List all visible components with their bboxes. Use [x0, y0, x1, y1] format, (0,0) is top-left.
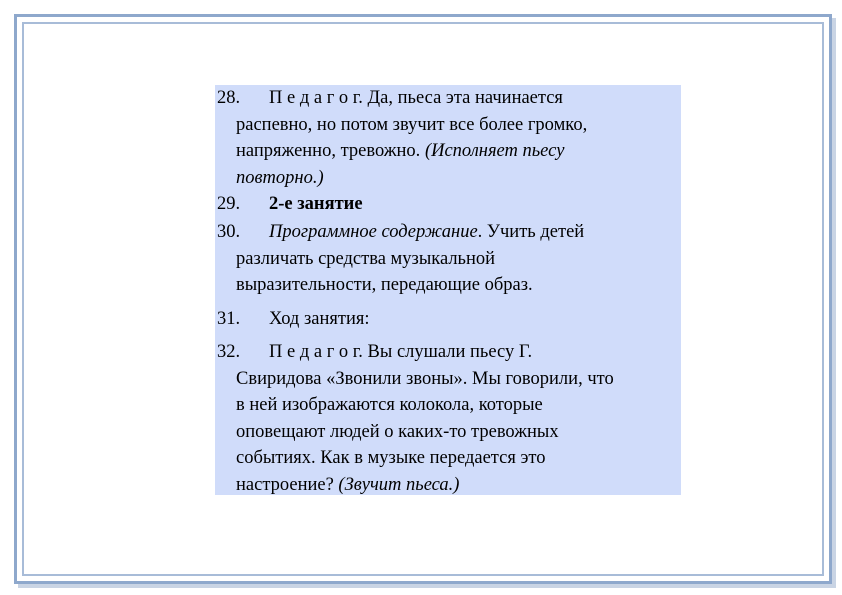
list-item-31-line-1 — [215, 306, 675, 333]
list-item-28-line-1 — [215, 85, 675, 112]
list-item-29-line-1 — [215, 191, 675, 218]
item-number: 30. — [217, 222, 241, 242]
stage-direction: (Звучит пьеса.) — [338, 474, 460, 495]
item-text: напряженно, тревожно. — [236, 141, 425, 161]
text-block — [215, 85, 681, 495]
item-text-line: различать средства музыкальной — [236, 248, 496, 269]
item-text: . Учить детей — [477, 222, 585, 242]
item-text-line: Свиридова «Звонили звоны». Мы говорили, что — [236, 368, 614, 389]
item-number: 28. — [217, 88, 241, 108]
slide-shadow-right — [832, 18, 836, 588]
item-text: . Вы слушали пьесу Г. — [358, 342, 533, 362]
item-text: Ход занятия: — [269, 309, 370, 329]
item-text-line — [236, 472, 675, 499]
item-text: . Да, пьеса эта начинается — [358, 88, 563, 108]
item-text-line: выразительности, передающие образ. — [236, 275, 533, 295]
item-number: 31. — [217, 309, 241, 329]
program-content-label: Программное содержание — [269, 222, 478, 242]
slide-shadow-bottom — [18, 584, 836, 588]
list-item-31 — [215, 306, 681, 333]
item-text-line: распевно, но потом звучит все более громко, — [236, 114, 588, 135]
list-item-30 — [215, 219, 681, 299]
list-item-32-line-1 — [215, 339, 675, 366]
item-text-line: событиях. Как в музыке передается это — [236, 448, 546, 468]
list-item-29 — [215, 191, 681, 218]
speaker-label: П е д а г о г — [269, 88, 359, 108]
item-text: настроение? — [236, 474, 339, 495]
section-heading: 2-е занятие — [269, 194, 363, 214]
list-item-30-line-1 — [215, 219, 675, 246]
item-number: 32. — [217, 342, 241, 362]
item-text-line — [236, 138, 675, 165]
stage-direction: повторно.) — [236, 167, 324, 188]
item-number: 29. — [217, 194, 241, 214]
list-item-32 — [215, 339, 681, 498]
item-text-line: в ней изображаются колокола, которые — [236, 395, 543, 415]
item-text-line: оповещают людей о каких-то тревожных — [236, 421, 559, 442]
speaker-label: П е д а г о г — [269, 342, 359, 362]
stage-direction: (Исполняет пьесу — [424, 141, 565, 161]
list-item-28 — [215, 85, 681, 191]
